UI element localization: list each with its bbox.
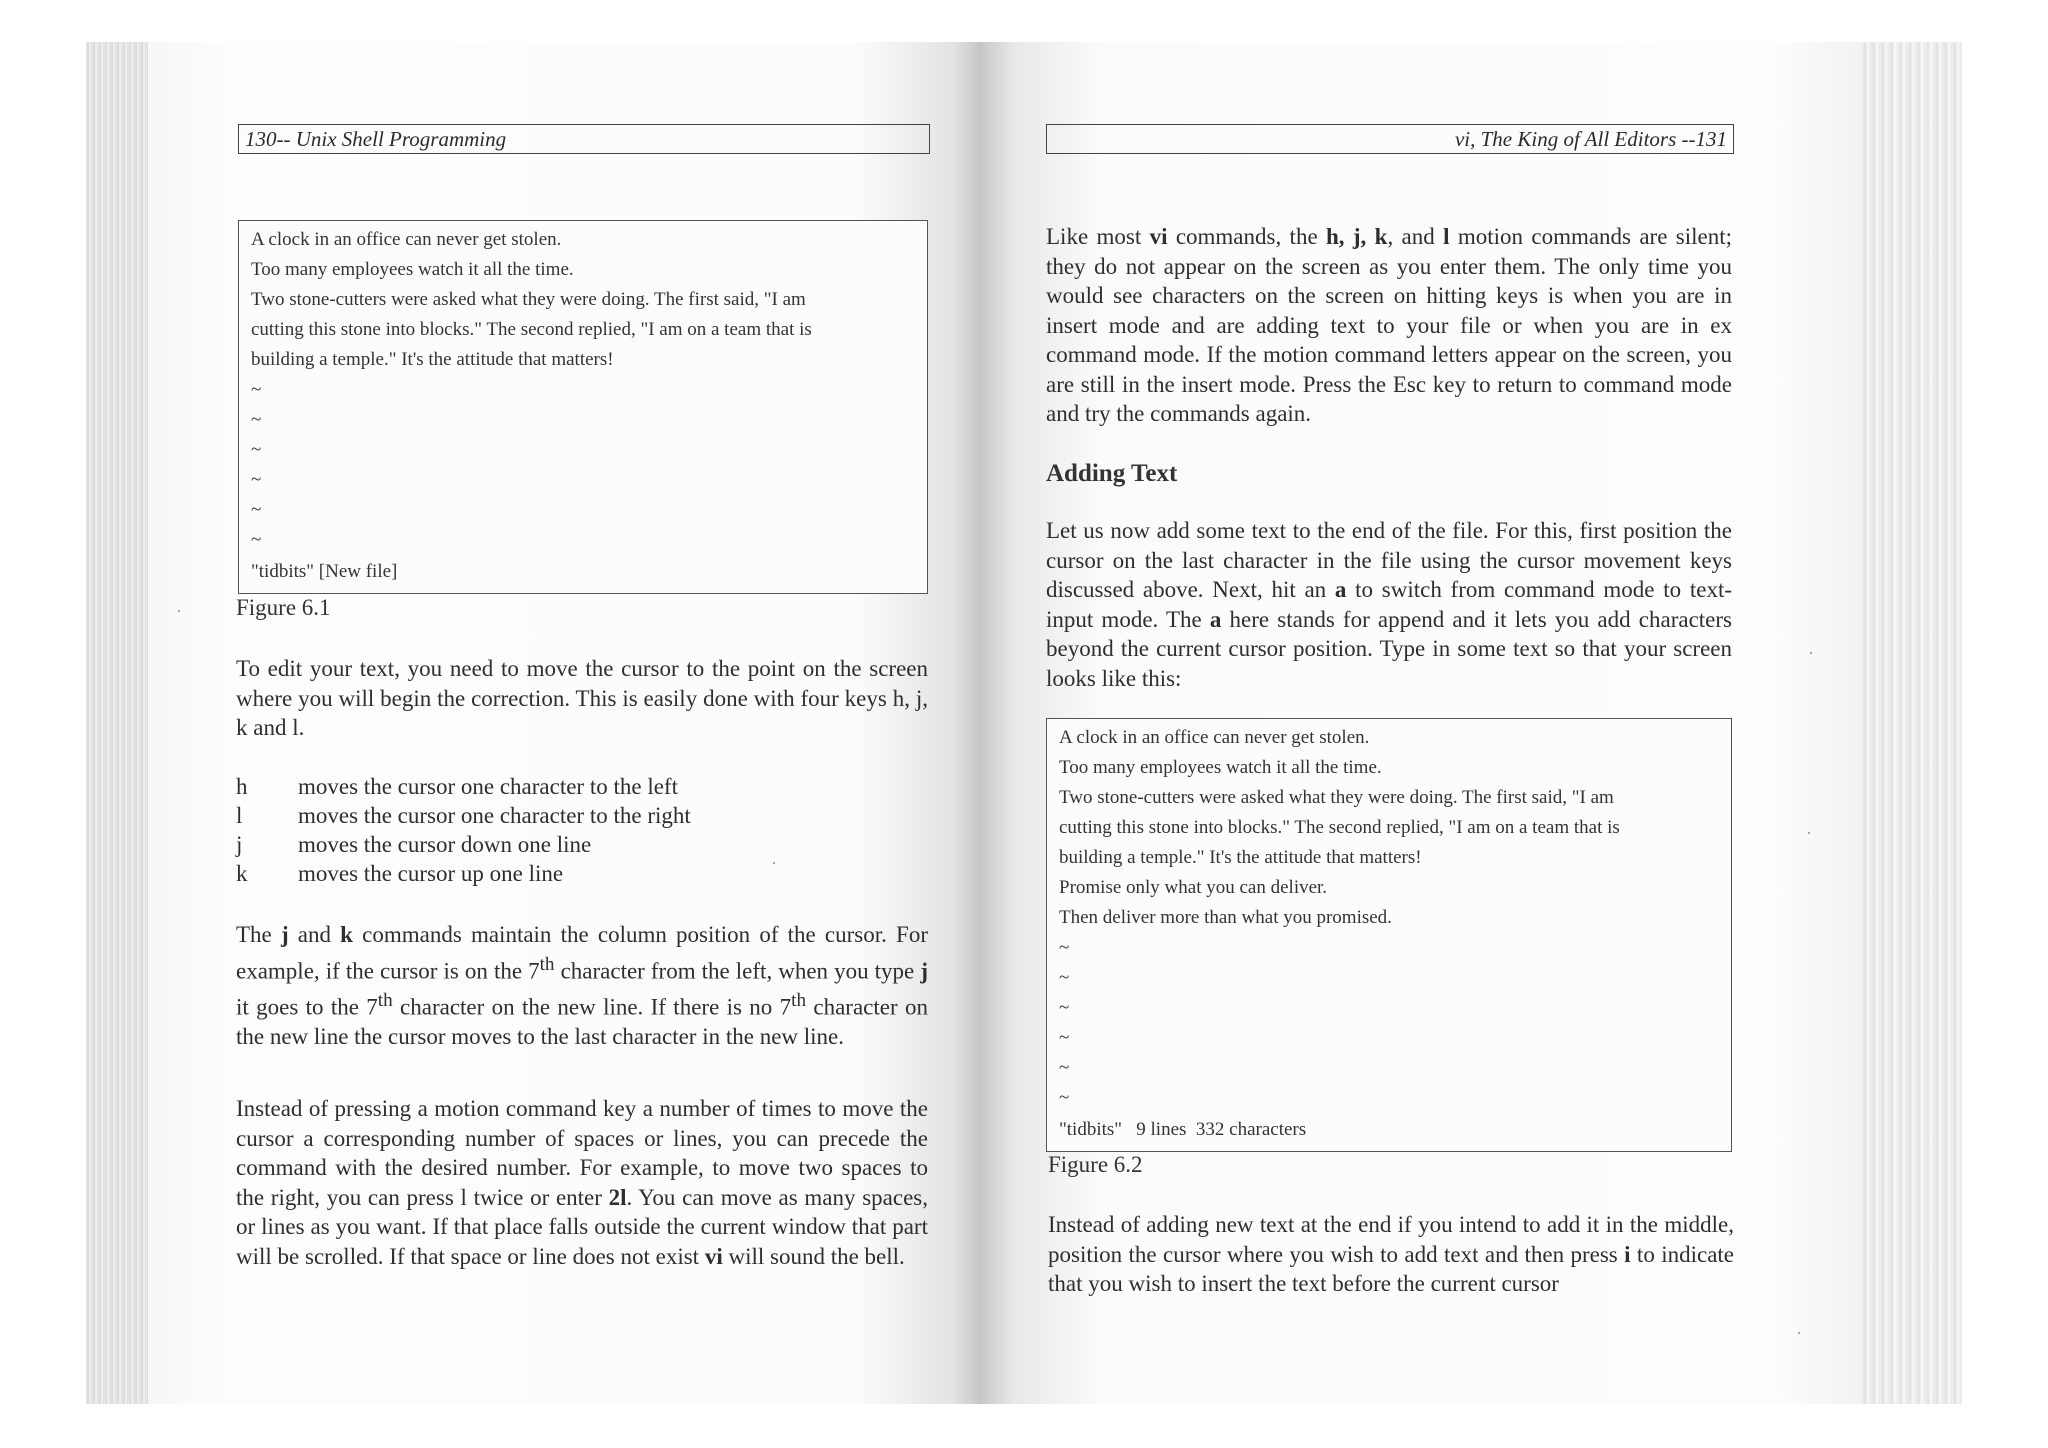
right-page-header [1046,124,1734,154]
right-paragraph-3: Instead of adding new text at the end if you intend to add it in the middle, position the cursor where you wish to add text and then press i to indicate that you wish to insert the text before the current cursor [1048,1212,1735,1296]
screen-text-line: Too many employees watch it all the time. [1059,757,1382,778]
command-description: moves the cursor up one line [298,861,564,886]
scan-speck [773,862,775,864]
scan-speck [1808,832,1810,834]
screen-text-line: Two stone-cutters were asked what they were doing. The first said, "I am [251,289,806,310]
command-key: k [236,861,248,886]
screen-text-line: A clock in an office can never get stolen. [251,229,562,250]
screen-text-line: Two stone-cutters were asked what they were doing. The first said, "I am [1059,787,1614,808]
empty-line-tilde: ~ [251,379,262,400]
empty-line-tilde: ~ [251,499,262,520]
command-description: moves the cursor one character to the left [298,774,678,799]
section-heading: Adding Text [1046,460,1178,487]
empty-line-tilde: ~ [251,409,262,430]
command-description: moves the cursor down one line [298,832,592,857]
scan-speck [178,610,180,612]
figure-6-1-content [251,225,812,587]
empty-line-tilde: ~ [251,439,262,460]
right-page-edges [1862,42,1962,1404]
scan-speck [1810,652,1812,654]
figure-6-1-caption: Figure 6.1 [236,595,331,620]
scan-speck [1798,1332,1800,1334]
screen-text-line: Too many employees watch it all the time. [251,259,574,280]
right-paragraph-1: Like most vi commands, the h, j, k, and l motion commands are silent; they do not appear on the screen as you enter them. The only time you would see characters on the screen on hitting keys is when you are in insert mode and are adding text to your file or when you are in ex command mode. If the motion command letters appear on the screen, you are still in the insert mode. Press the Esc key to return to command mode and try the commands again. [1046,224,1732,426]
right-page [978,42,1862,1404]
command-key: l [236,803,243,828]
left-page-header [238,124,930,154]
figure-6-2-caption: Figure 6.2 [1048,1152,1143,1177]
screen-text-line: cutting this stone into blocks." The second replied, "I am on a team that is [1059,817,1620,838]
left-page-header-text: 130-- Unix Shell Programming [245,127,507,151]
empty-line-tilde: ~ [1059,1057,1070,1078]
left-paragraph-1: To edit your text, you need to move the cursor to the point on the screen where you will begin the correction. This is easily done with four keys h, j, k and l. [236,656,928,740]
command-key: j [236,832,243,857]
empty-line-tilde: ~ [1059,967,1070,988]
screen-text-line: building a temple." It's the attitude that matters! [251,349,614,370]
right-page-header-text: vi, The King of All Editors --131 [1454,127,1727,151]
screen-text-line: Promise only what you can deliver. [1059,877,1328,898]
screen-text-line: Then deliver more than what you promised. [1059,907,1392,928]
empty-line-tilde: ~ [1059,1027,1070,1048]
left-page [148,42,978,1404]
figure-6-1-screen [238,220,928,594]
empty-line-tilde: ~ [1059,937,1070,958]
left-paragraph-2: The j and k commands maintain the column position of the cursor. For example, if the cursor is on the 7th character from the left, when you type j it goes to the 7th character on the new line. If there is no 7th character on the new line the cursor moves to the last character in the new line. [236,922,928,1049]
empty-line-tilde: ~ [251,469,262,490]
empty-line-tilde: ~ [1059,997,1070,1018]
screen-text-line: cutting this stone into blocks." The second replied, "I am on a team that is [251,319,812,340]
screen-status-line: "tidbits" 9 lines 332 characters [1059,1119,1307,1140]
screen-status-line: "tidbits" [New file] [251,561,398,582]
empty-line-tilde: ~ [1059,1087,1070,1108]
figure-6-2-content [1059,723,1620,1145]
figure-6-2-screen [1046,718,1732,1152]
left-paragraph-3: Instead of pressing a motion command key a number of times to move the cursor a corresponding number of spaces or lines, you can precede the command with the desired number. For example, to move two spaces to the right, you can press l twice or enter 2l. You can move as many spaces, or lines as you want. If that place falls outside the current window that part will be scrolled. If that space or line does not exist vi will sound the bell. [236,1096,928,1269]
right-paragraph-2: Let us now add some text to the end of the file. For this, first position the cursor on the last character in the file using the cursor movement keys discussed above. Next, hit an a to switch from command mode to text-input mode. The a here stands for append and it lets you add characters beyond the current cursor position. Type in some text so that your screen looks like this: [1046,518,1732,691]
command-key: h [236,774,248,799]
empty-line-tilde: ~ [251,529,262,550]
screen-text-line: A clock in an office can never get stolen. [1059,727,1370,748]
screen-text-line: building a temple." It's the attitude that matters! [1059,847,1422,868]
command-description: moves the cursor one character to the right [298,803,691,828]
left-page-edges [86,42,148,1404]
